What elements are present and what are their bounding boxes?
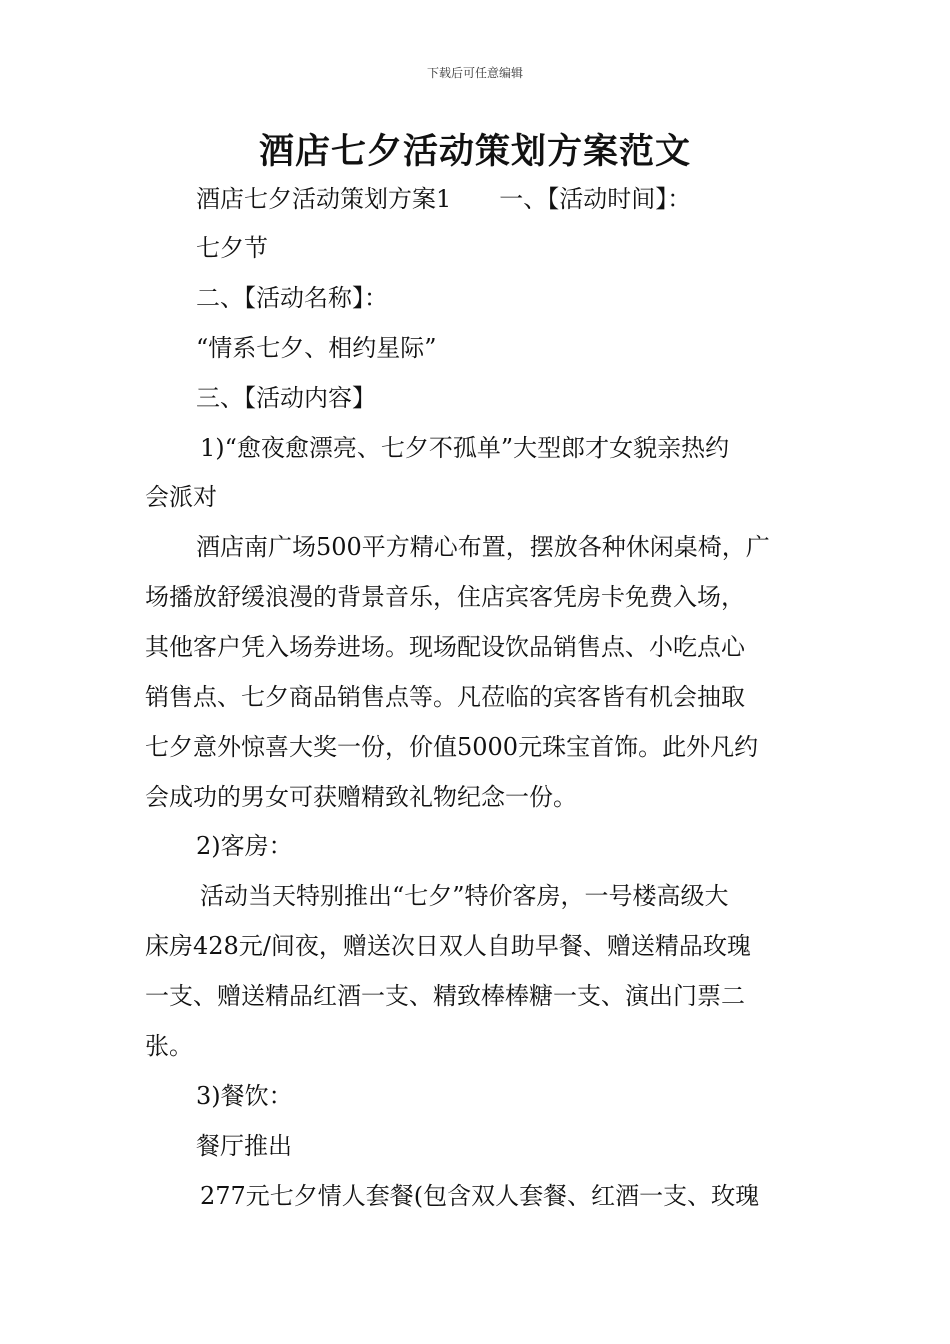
paragraph-line: 酒店七夕活动策划方案1 一、【活动时间】： bbox=[196, 185, 692, 213]
paragraph-line: 七夕节 bbox=[196, 234, 268, 262]
paragraph-line: 销售点、七夕商品销售点等。凡莅临的宾客皆有机会抽取 bbox=[145, 683, 745, 711]
paragraph-line: 会成功的男女可获赠精致礼物纪念一份。 bbox=[145, 783, 577, 811]
paragraph-line: 餐厅推出 bbox=[196, 1132, 292, 1160]
paragraph-line: 1)“愈夜愈漂亮、七夕不孤单”大型郎才女貌亲热约 bbox=[200, 434, 730, 462]
paragraph-line: 二、【活动名称】： bbox=[196, 284, 388, 312]
paragraph-line: 三、【活动内容】 bbox=[196, 384, 376, 412]
paragraph-line: 七夕意外惊喜大奖一份，价值5000元珠宝首饰。此外凡约 bbox=[145, 733, 759, 761]
paragraph-line: 2)客房： bbox=[196, 832, 293, 860]
paragraph-line: 3)餐饮： bbox=[196, 1082, 293, 1110]
paragraph-line: 场播放舒缓浪漫的背景音乐，住店宾客凭房卡免费入场， bbox=[145, 583, 745, 611]
paragraph-line: 活动当天特别推出“七夕”特价客房，一号楼高级大 bbox=[200, 882, 729, 910]
paragraph-line: 酒店南广场500平方精心布置，摆放各种休闲桌椅，广 bbox=[196, 533, 770, 561]
paragraph-line: 其他客户凭入场券进场。现场配设饮品销售点、小吃点心 bbox=[145, 633, 745, 661]
paragraph-line: 会派对 bbox=[145, 483, 217, 511]
document-title: 酒店七夕活动策划方案范文 bbox=[258, 132, 691, 172]
paragraph-line: 277元七夕情人套餐(包含双人套餐、红酒一支、玫瑰 bbox=[200, 1182, 760, 1210]
paragraph-line: 张。 bbox=[145, 1032, 193, 1060]
paragraph-line: 床房428元/间夜，赠送次日双人自助早餐、赠送精品玫瑰 bbox=[145, 932, 751, 960]
paragraph-line: “情系七夕、相约星际” bbox=[196, 334, 437, 362]
header-note: 下载后可任意编辑 bbox=[426, 66, 523, 80]
paragraph-line: 一支、赠送精品红酒一支、精致棒棒糖一支、演出门票二 bbox=[145, 982, 745, 1010]
